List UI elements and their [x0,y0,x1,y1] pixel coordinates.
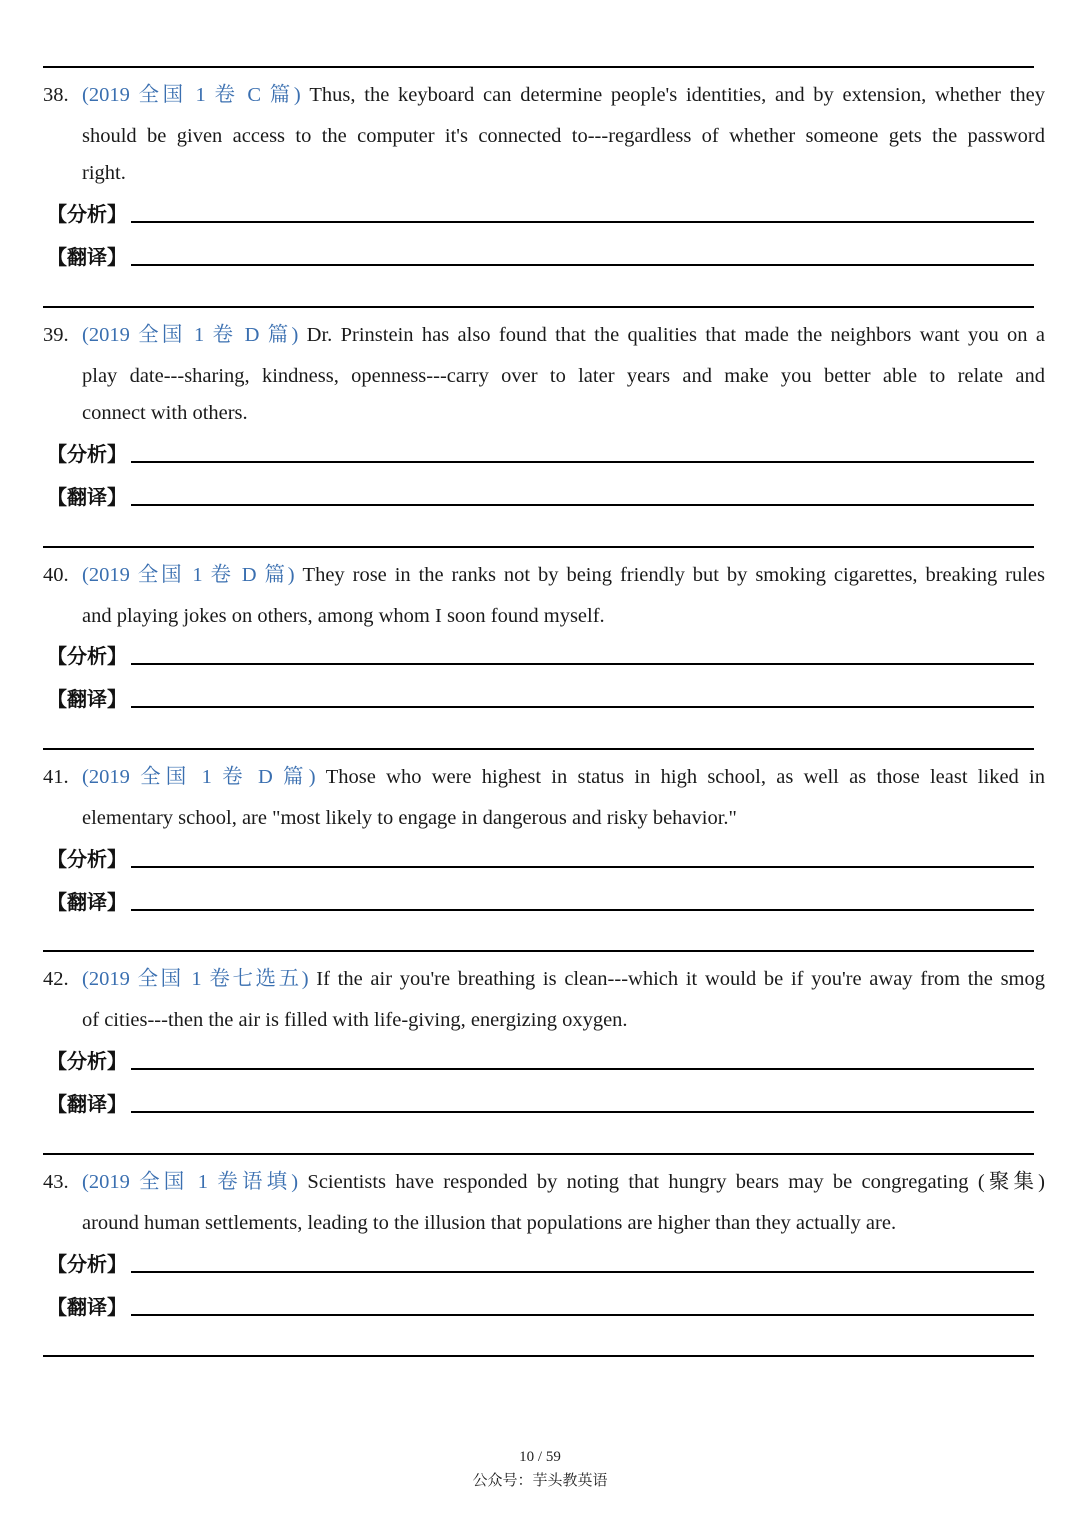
separator-rule [43,1355,1034,1357]
question-text-line1: Thus, the keyboard can determine people's identities, and by extension, whether they [300,84,1045,106]
question-text-line2: play date---sharing, kindness, openness---carry over to later years and make you better able to relate and [82,365,1045,387]
translation-label: 【翻译】 [47,1092,127,1116]
footer-account: 公众号：芋头教英语 [472,1471,608,1489]
translation-field[interactable] [43,242,1034,272]
question-text-line1: Dr. Prinstein has also found that the qualities that made the neighbors want you on a [298,324,1045,346]
question-source: (2019 全国 1 卷 C 篇) [82,84,301,106]
question-text-line2: of cities---then the air is filled with life-giving, energizing oxygen. [82,1009,628,1031]
answer-line[interactable] [131,1314,1034,1316]
analysis-field[interactable] [43,1249,1034,1279]
question-text-line1: They rose in the ranks not by being friendly but by smoking cigarettes, breaking rules [294,564,1045,586]
question-text-line2: around human settlements, leading to the illusion that populations are higher than they actually are. [82,1212,897,1234]
answer-line[interactable] [131,909,1034,911]
analysis-field[interactable] [43,439,1034,469]
separator-rule [43,950,1034,952]
translation-label: 【翻译】 [47,890,127,914]
analysis-label: 【分析】 [47,1049,127,1073]
separator-rule [43,66,1034,68]
answer-line[interactable] [131,1271,1034,1273]
translation-label: 【翻译】 [47,245,127,269]
separator-rule [43,748,1034,750]
answer-line[interactable] [131,706,1034,708]
question-number: 41. [43,766,69,788]
analysis-field[interactable] [43,199,1034,229]
translation-field[interactable] [43,482,1034,512]
question-41 [43,757,1045,839]
answer-line[interactable] [131,1068,1034,1070]
separator-rule [43,306,1034,308]
answer-line[interactable] [131,221,1034,223]
question-39 [43,315,1045,434]
question-text-line3: right. [82,162,126,184]
question-text-line1: Those who were highest in status in high school, as well as those least liked in [315,766,1045,788]
question-38 [43,75,1045,194]
analysis-label: 【分析】 [47,644,127,668]
analysis-field[interactable] [43,641,1034,671]
question-source: (2019 全国 1 卷 D 篇) [82,564,295,586]
translation-label: 【翻译】 [47,687,127,711]
answer-line[interactable] [131,461,1034,463]
question-source: (2019 全国 1 卷 D 篇) [82,324,299,346]
question-source: (2019 全国 1 卷 D 篇) [82,766,316,788]
page-number: 10 / 59 [519,1449,561,1465]
separator-rule [43,546,1034,548]
question-text-line3: connect with others. [82,402,248,424]
question-40 [43,555,1045,637]
question-text-line2: elementary school, are "most likely to engage in dangerous and risky behavior." [82,807,737,829]
translation-field[interactable] [43,1089,1034,1119]
question-42 [43,959,1045,1041]
answer-line[interactable] [131,663,1034,665]
answer-line[interactable] [131,1111,1034,1113]
question-number: 43. [43,1171,69,1193]
analysis-label: 【分析】 [47,202,127,226]
translation-field[interactable] [43,1292,1034,1322]
translation-field[interactable] [43,887,1034,917]
question-text-line1: Scientists have responded by noting that hungry bears may be congregating (聚集) [298,1171,1045,1193]
analysis-field[interactable] [43,844,1034,874]
answer-line[interactable] [131,866,1034,868]
separator-rule [43,1153,1034,1155]
translation-label: 【翻译】 [47,1295,127,1319]
question-text-line2: and playing jokes on others, among whom I soon found myself. [82,605,605,627]
question-text-line2: should be given access to the computer it's connected to---regardless of whether someone gets the password [82,125,1045,147]
analysis-label: 【分析】 [47,847,127,871]
question-number: 40. [43,564,69,586]
question-source: (2019 全国 1 卷语填) [82,1171,299,1193]
question-43 [43,1162,1045,1244]
translation-label: 【翻译】 [47,485,127,509]
analysis-label: 【分析】 [47,1252,127,1276]
question-number: 38. [43,84,69,106]
question-number: 42. [43,968,69,990]
question-number: 39. [43,324,69,346]
analysis-field[interactable] [43,1046,1034,1076]
answer-line[interactable] [131,264,1034,266]
answer-line[interactable] [131,504,1034,506]
analysis-label: 【分析】 [47,442,127,466]
question-text-line1: If the air you're breathing is clean---which it would be if you're away from the smog [308,968,1045,990]
translation-field[interactable] [43,684,1034,714]
question-source: (2019 全国 1 卷七选五) [82,968,309,990]
